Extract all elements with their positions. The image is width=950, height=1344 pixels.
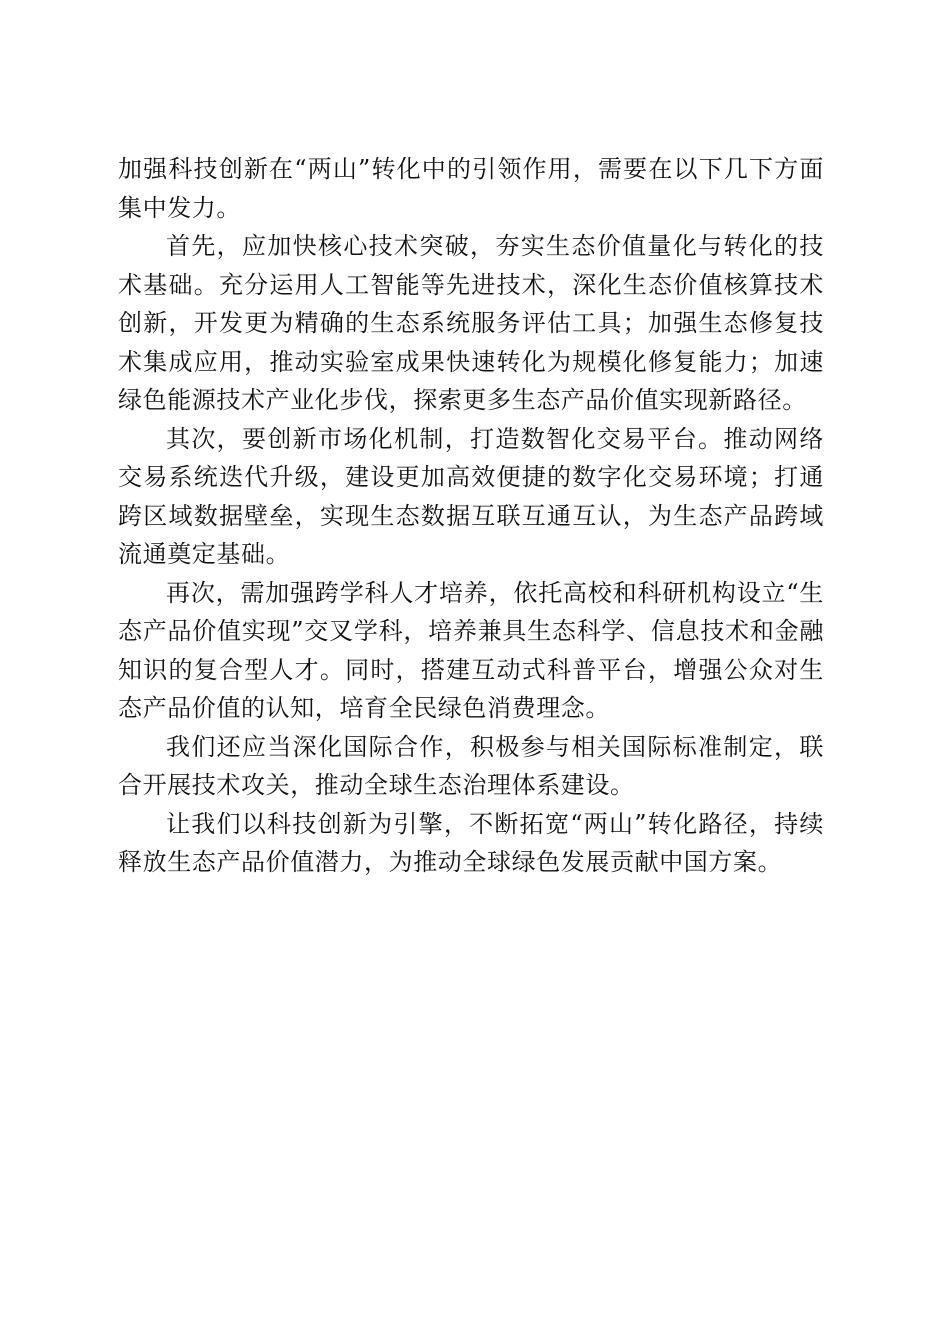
article-body: [118, 150, 824, 882]
paragraph-third: 再次，需加强跨学科人才培养，依托高校和科研机构设立“生态产品价值实现”交叉学科，培养兼具生态科学、信息技术和金融知识的复合型人才。同时，搭建互动式科普平台，增强公众对生态产品价值的认知，培育全民绿色消费理念。: [118, 578, 824, 722]
paragraph-second: 其次，要创新市场化机制，打造数智化交易平台。推动网络交易系统迭代升级，建设更加高效便捷的数字化交易环境；打通跨区域数据壁垒，实现生态数据互联互通互认，为生态产品跨域流通奠定基础。: [118, 424, 824, 568]
paragraph-intro: 加强科技创新在“两山”转化中的引领作用，需要在以下几下方面集中发力。: [118, 155, 824, 222]
paragraph-closing: 让我们以科技创新为引擎，不断拓宽“两山”转化路径，持续释放生态产品价值潜力，为推动全球绿色发展贡献中国方案。: [118, 809, 824, 876]
paragraph-first: 首先，应加快核心技术突破，夯实生态价值量化与转化的技术基础。充分运用人工智能等先进技术，深化生态价值核算技术创新，开发更为精确的生态系统服务评估工具；加强生态修复技术集成应用，推动实验室成果快速转化为规模化修复能力；加速绿色能源技术产业化步伐，探索更多生态产品价值实现新路径。: [118, 232, 824, 414]
paragraph-fourth: 我们还应当深化国际合作，积极参与相关国际标准制定，联合开展技术攻关，推动全球生态治理体系建设。: [118, 732, 824, 799]
